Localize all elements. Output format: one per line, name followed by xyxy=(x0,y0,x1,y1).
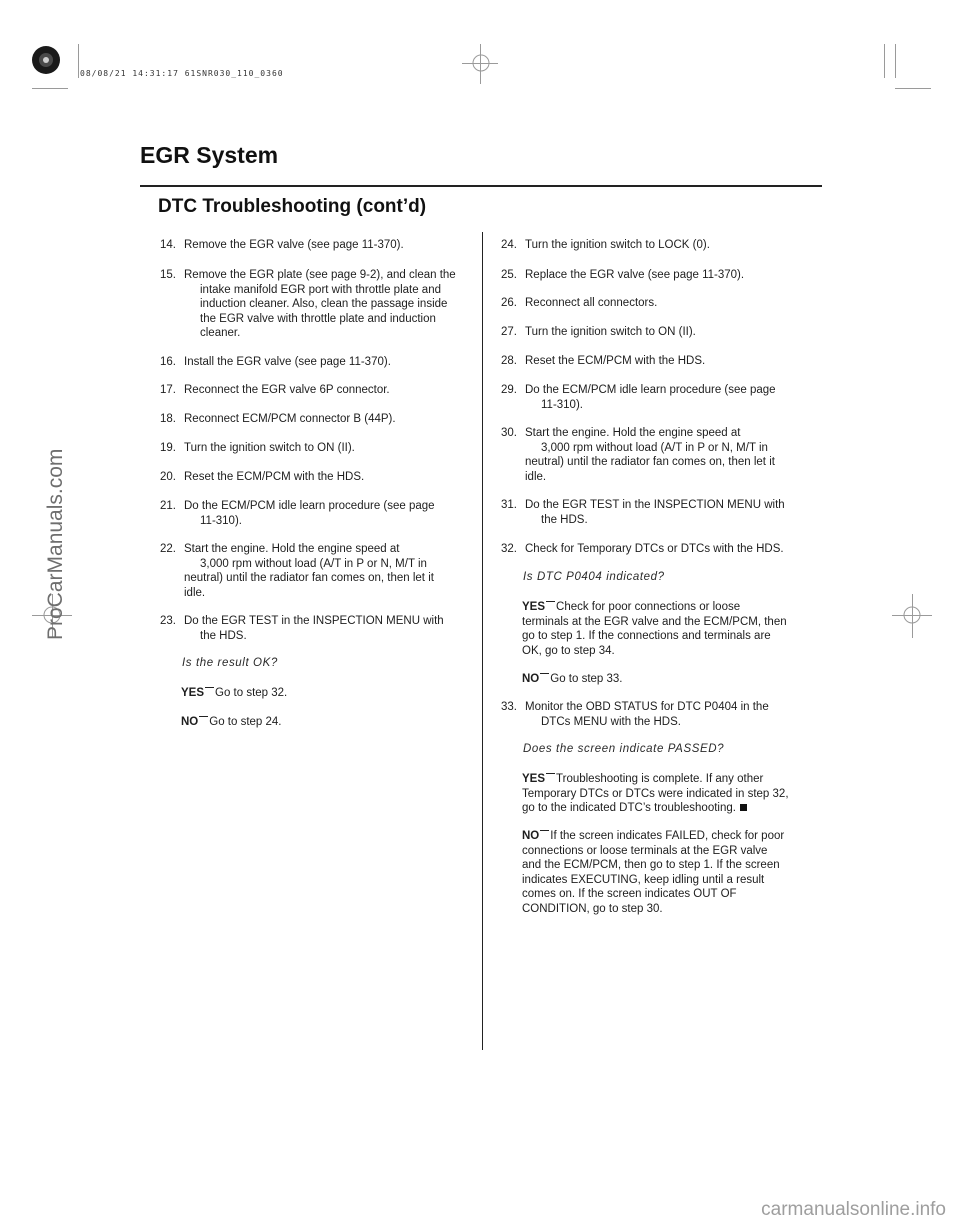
step-32 xyxy=(501,542,784,557)
step-number: 16. xyxy=(160,356,176,368)
dash xyxy=(199,716,208,717)
step-number: 29. xyxy=(501,384,517,396)
step-text: DTCs MENU with the HDS. xyxy=(541,715,681,728)
step-text: Remove the EGR plate (see page 9-2), and clean the xyxy=(184,269,456,281)
step-text: Reconnect all connectors. xyxy=(525,297,658,309)
step-26 xyxy=(501,296,657,311)
step-33 xyxy=(501,700,769,729)
step-text: Do the EGR TEST in the INSPECTION MENU with xyxy=(525,499,785,511)
step-text: induction cleaner. Also, clean the passage inside xyxy=(200,298,448,311)
step-text: Turn the ignition switch to ON (II). xyxy=(525,326,696,338)
step-17 xyxy=(160,383,390,398)
registration-target-top xyxy=(470,52,492,74)
answer-text: and the ECM/PCM, then go to step 1. If the screen xyxy=(522,859,780,872)
step-text: Do the EGR TEST in the INSPECTION MENU with xyxy=(184,615,444,627)
step-text: neutral) until the radiator fan comes on, then let it xyxy=(184,572,434,585)
answer-text: Go to step 32. xyxy=(215,687,288,699)
step-number: 22. xyxy=(160,543,176,555)
registration-bullseye-icon xyxy=(30,44,62,76)
yes-label: YES xyxy=(522,773,546,785)
subsection-title: DTC Troubleshooting (cont’d) xyxy=(158,196,427,217)
answer-q1-no xyxy=(522,672,623,687)
step-text: Replace the EGR valve (see page 11-370). xyxy=(525,269,745,281)
step-number: 18. xyxy=(160,413,176,425)
yes-label: YES xyxy=(181,687,205,699)
step-text: Reset the ECM/PCM with the HDS. xyxy=(525,355,706,367)
step-text: 11-310). xyxy=(200,514,242,527)
step-31 xyxy=(501,498,785,527)
step-text: Start the engine. Hold the engine speed at xyxy=(525,427,741,439)
step-text: the EGR valve with throttle plate and induction xyxy=(200,312,436,325)
no-label: NO xyxy=(522,673,540,685)
step-25 xyxy=(501,268,744,283)
step-text: Check for Temporary DTCs or DTCs with the HDS. xyxy=(525,543,784,555)
section-title: EGR System xyxy=(140,142,279,168)
step-number: 23. xyxy=(160,615,176,627)
step-text: Reconnect the EGR valve 6P connector. xyxy=(184,384,390,396)
step-text: Reconnect ECM/PCM connector B (44P). xyxy=(184,413,396,425)
answer-no xyxy=(181,715,282,730)
step-16 xyxy=(160,355,391,370)
step-text: neutral) until the radiator fan comes on, then let it xyxy=(525,456,775,469)
step-number: 25. xyxy=(501,269,517,281)
answer-text: Check for poor connections or loose xyxy=(556,601,741,613)
no-label: NO xyxy=(522,830,540,842)
step-number: 21. xyxy=(160,500,176,512)
step-28 xyxy=(501,354,705,369)
step-text: Do the ECM/PCM idle learn procedure (see page xyxy=(184,500,435,512)
step-text: Turn the ignition switch to ON (II). xyxy=(184,442,355,454)
watermark-bottom: carmanualsonline.info xyxy=(761,1199,946,1220)
answer-text: CONDITION, go to step 30. xyxy=(522,902,663,915)
step-18 xyxy=(160,412,396,427)
step-24 xyxy=(501,238,710,253)
step-text: the HDS. xyxy=(541,513,588,526)
dash xyxy=(546,601,555,602)
step-number: 30. xyxy=(501,427,517,439)
dash xyxy=(540,673,549,674)
step-text: Turn the ignition switch to LOCK (0). xyxy=(525,239,710,251)
step-30 xyxy=(501,426,775,484)
registration-target-right xyxy=(901,604,923,626)
step-number: 31. xyxy=(501,499,517,511)
column-divider xyxy=(482,232,483,1050)
step-text: Reset the ECM/PCM with the HDS. xyxy=(184,471,365,483)
step-number: 20. xyxy=(160,471,176,483)
step-text: cleaner. xyxy=(200,327,241,340)
question-result-ok: Is the result OK? xyxy=(182,657,278,669)
step-20 xyxy=(160,470,364,485)
step-number: 14. xyxy=(160,239,176,251)
step-number: 24. xyxy=(501,239,517,251)
step-number: 32. xyxy=(501,543,517,555)
step-text: Do the ECM/PCM idle learn procedure (see page xyxy=(525,384,776,396)
step-number: 33. xyxy=(501,701,517,713)
step-number: 17. xyxy=(160,384,176,396)
answer-text: comes on. If the screen indicates OUT OF xyxy=(522,888,737,901)
answer-text: OK, go to step 34. xyxy=(522,644,615,657)
step-21 xyxy=(160,499,435,528)
step-text: 11-310). xyxy=(541,398,583,411)
step-text: Install the EGR valve (see page 11-370). xyxy=(184,356,391,368)
step-number: 19. xyxy=(160,442,176,454)
end-of-procedure-square-icon xyxy=(740,804,747,811)
step-text: the HDS. xyxy=(200,629,247,642)
watermark-side: ProCarManuals.com xyxy=(44,448,67,640)
step-27 xyxy=(501,325,696,340)
answer-q1-yes xyxy=(522,600,787,658)
answer-yes xyxy=(181,686,287,701)
answer-text: go to step 1. If the connections and terminals are xyxy=(522,630,771,643)
step-22 xyxy=(160,542,434,600)
question-passed: Does the screen indicate PASSED? xyxy=(523,743,725,755)
step-29 xyxy=(501,383,776,412)
step-14 xyxy=(160,238,404,253)
step-19 xyxy=(160,441,355,456)
step-text: idle. xyxy=(184,586,206,599)
answer-text: indicates EXECUTING, keep idling until a result xyxy=(522,873,765,886)
question-dtc-p0404: Is DTC P0404 indicated? xyxy=(523,571,665,583)
step-number: 28. xyxy=(501,355,517,367)
dash xyxy=(540,830,549,831)
step-number: 27. xyxy=(501,326,517,338)
step-text: Start the engine. Hold the engine speed at xyxy=(184,543,400,555)
step-23 xyxy=(160,614,444,643)
dash xyxy=(546,773,555,774)
step-text: 3,000 rpm without load (A/T in P or N, M/T in xyxy=(541,441,768,454)
answer-text: go to the indicated DTC’s troubleshooting. xyxy=(522,802,736,815)
step-number: 15. xyxy=(160,269,176,281)
header-rule xyxy=(140,185,822,187)
answer-q2-no xyxy=(522,829,784,917)
answer-text: terminals at the EGR valve and the ECM/PCM, then xyxy=(522,615,787,628)
answer-text: Troubleshooting is complete. If any other xyxy=(556,773,764,785)
step-15 xyxy=(160,268,456,341)
step-text: Remove the EGR valve (see page 11-370). xyxy=(184,239,404,251)
no-label: NO xyxy=(181,716,199,728)
step-number: 26. xyxy=(501,297,517,309)
step-text: idle. xyxy=(525,470,547,483)
step-text: intake manifold EGR port with throttle plate and xyxy=(200,283,441,296)
answer-text: Temporary DTCs or DTCs were indicated in step 32, xyxy=(522,787,789,800)
answer-text: connections or loose terminals at the EGR valve xyxy=(522,844,768,857)
answer-text: Go to step 33. xyxy=(550,673,623,685)
answer-q2-yes xyxy=(522,772,789,816)
dash xyxy=(205,687,214,688)
answer-text: Go to step 24. xyxy=(209,716,282,728)
step-text: Monitor the OBD STATUS for DTC P0404 in the xyxy=(525,701,769,713)
yes-label: YES xyxy=(522,601,546,613)
print-stamp: 08/08/21 14:31:17 61SNR030_110_0360 xyxy=(80,69,284,78)
answer-text: If the screen indicates FAILED, check for poor xyxy=(550,830,785,842)
step-text: 3,000 rpm without load (A/T in P or N, M/T in xyxy=(200,557,427,570)
